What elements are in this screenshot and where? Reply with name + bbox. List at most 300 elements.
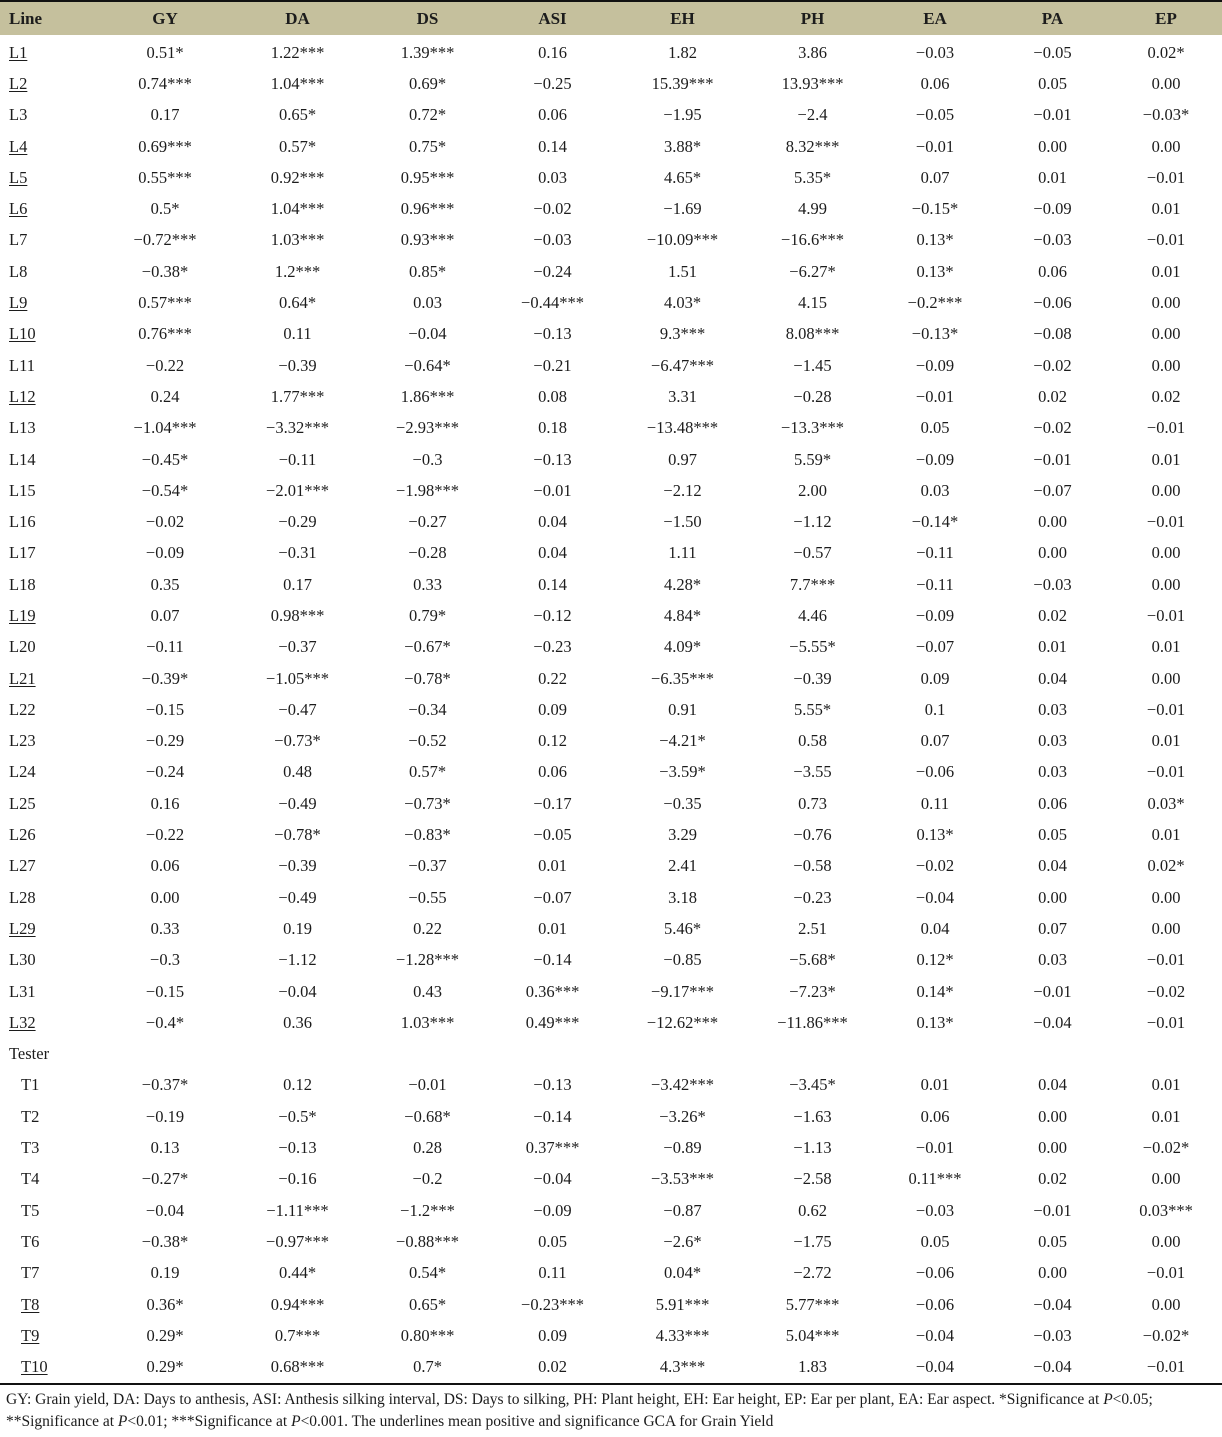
table-row [0, 162, 1222, 193]
row-label: L1 [9, 42, 28, 62]
gca-value-cell: 0.13* [916, 261, 954, 281]
gca-value-cell: −3.45* [789, 1075, 836, 1095]
column-header-eh: EH [615, 1, 750, 36]
gca-value-cell: 0.55*** [138, 167, 192, 187]
gca-value-cell: 3.18 [668, 887, 697, 907]
gca-value-cell: −0.29 [145, 731, 185, 751]
table-row [0, 193, 1222, 224]
gca-value-cell: −0.3 [150, 950, 180, 970]
gca-value-cell: 0.65* [408, 1294, 447, 1314]
table-row [0, 100, 1222, 131]
row-label: L15 [9, 480, 36, 500]
gca-value-cell: −0.67* [404, 637, 451, 657]
row-label: L29 [9, 918, 36, 938]
gca-value-cell: 0.11*** [908, 1169, 962, 1189]
gca-value-cell: 0.58 [798, 731, 827, 751]
gca-value-cell: −0.07 [1033, 480, 1072, 500]
row-label-cell [0, 162, 100, 193]
gca-value-cell: 4.99 [798, 199, 827, 219]
table-row [0, 538, 1222, 569]
row-label-cell [0, 632, 100, 663]
gca-value-cell: −0.21 [533, 355, 572, 375]
gca-value-cell: −0.01 [1146, 1012, 1186, 1032]
gca-value-cell: −1.63 [793, 1106, 832, 1126]
gca-value-cell: 0.29* [146, 1325, 184, 1345]
gca-value-cell: −0.23 [793, 887, 832, 907]
gca-value-cell: 5.77*** [785, 1294, 840, 1314]
gca-value-cell: −0.15* [911, 199, 959, 219]
gca-value-cell: 0.16 [150, 793, 180, 813]
table-row [0, 256, 1222, 287]
gca-value-cell: 0.18 [538, 418, 567, 438]
table-row [0, 726, 1222, 757]
gca-value-cell: 0.69*** [138, 136, 192, 156]
gca-value-cell: 0.04* [663, 1263, 702, 1283]
gca-value-cell: 0.04 [1038, 1075, 1067, 1095]
gca-value-cell: −13.3*** [781, 418, 844, 438]
gca-value-cell: 0.06 [1038, 261, 1067, 281]
row-label: L30 [9, 950, 36, 970]
gca-value-cell: −3.32*** [266, 418, 329, 438]
gca-value-cell: −0.19 [145, 1106, 185, 1126]
gca-value-cell: 0.03*** [1139, 1200, 1193, 1220]
gca-value-cell: 0.64* [278, 293, 317, 313]
gca-value-cell: −1.98*** [396, 480, 459, 500]
gca-value-cell: 15.39*** [651, 73, 714, 93]
gca-value-cell: −0.72*** [133, 230, 197, 250]
gca-value-cell: 1.82 [668, 42, 697, 62]
gca-value-cell: −0.24 [145, 762, 185, 782]
gca-value-cell: 0.04 [920, 918, 950, 938]
gca-value-cell: −0.01 [1146, 699, 1186, 719]
table-row [0, 319, 1222, 350]
gca-value-cell: 2.00 [798, 480, 827, 500]
table-row [0, 819, 1222, 850]
gca-value-cell: −0.11 [278, 449, 317, 469]
row-label-cell [0, 100, 100, 131]
row-label-cell [0, 413, 100, 444]
row-label-cell [0, 1101, 100, 1132]
gca-value-cell: 0.03 [1038, 731, 1067, 751]
gca-value-cell: 0.91 [668, 699, 697, 719]
table-row [0, 287, 1222, 318]
gca-value-cell: 0.02 [1038, 386, 1067, 406]
gca-value-cell: −3.53*** [651, 1169, 714, 1189]
gca-value-cell: −1.69 [663, 199, 702, 219]
gca-value-cell: −0.83* [404, 825, 451, 845]
column-header-pa: PA [995, 1, 1110, 36]
gca-value-cell: −1.95 [663, 105, 702, 125]
gca-value-cell: −0.03 [915, 1200, 955, 1220]
row-label-cell [0, 225, 100, 256]
gca-value-cell: 0.14 [538, 574, 567, 594]
gca-value-cell: −0.44*** [521, 293, 584, 313]
table-row [0, 882, 1222, 913]
column-header-ds: DS [365, 1, 490, 36]
gca-value-cell: 4.65* [663, 167, 702, 187]
gca-value-cell: −0.01 [408, 1075, 447, 1095]
table-header [0, 1, 1222, 36]
gca-value-cell: −0.47 [278, 699, 317, 719]
gca-value-cell: 0.79* [408, 605, 447, 625]
gca-value-cell: −0.02 [1033, 355, 1072, 375]
gca-value-cell: 3.29 [668, 825, 697, 845]
gca-value-cell: 1.03*** [400, 1012, 455, 1032]
gca-value-cell: 0.00 [1151, 293, 1181, 313]
gca-value-cell: 0.05 [1038, 1231, 1067, 1251]
gca-value-cell: −0.04 [915, 1357, 955, 1377]
gca-value-cell: 3.86 [798, 42, 827, 62]
row-label-cell [0, 851, 100, 882]
gca-value-cell: 0.48 [283, 762, 312, 782]
gca-value-cell: −0.38* [141, 1231, 189, 1251]
gca-value-cell: 0.03 [1038, 950, 1067, 970]
gca-value-cell: −3.55 [793, 762, 832, 782]
gca-value-cell: 0.7* [413, 1357, 442, 1377]
row-label: T1 [21, 1075, 40, 1095]
footnote-italic-p: P [1103, 1390, 1113, 1408]
row-label-cell [0, 1195, 100, 1226]
gca-value-cell: 0.13* [916, 1012, 954, 1032]
gca-value-cell: 1.77*** [270, 386, 325, 406]
row-label: L21 [9, 668, 36, 688]
gca-value-cell: 0.00 [1151, 136, 1181, 156]
gca-value-cell: −0.02* [1142, 1138, 1190, 1158]
table-row [0, 1351, 1222, 1383]
gca-value-cell: −0.13* [911, 324, 959, 344]
gca-value-cell: −0.39 [278, 355, 317, 375]
gca-value-cell: 0.94*** [270, 1294, 325, 1314]
gca-value-cell: 0.05 [920, 418, 950, 438]
gca-value-cell: −3.42*** [651, 1075, 714, 1095]
gca-value-cell: 0.69* [408, 73, 447, 93]
gca-value-cell: −2.12 [663, 480, 702, 500]
gca-value-cell: −0.23 [533, 637, 572, 657]
gca-value-cell: 1.83 [798, 1357, 827, 1377]
gca-value-cell: −0.06 [915, 1294, 955, 1314]
row-label-cell [0, 1132, 100, 1163]
gca-value-cell: 4.84* [663, 605, 702, 625]
table-row [0, 350, 1222, 381]
gca-value-cell: −0.01 [1146, 418, 1186, 438]
gca-value-cell: 0.75* [408, 136, 447, 156]
gca-value-cell: 0.29* [146, 1357, 184, 1377]
gca-value-cell: 5.55* [793, 699, 832, 719]
gca-value-cell: −0.05 [533, 825, 572, 845]
gca-value-cell: 0.01 [920, 1075, 950, 1095]
row-label: T6 [21, 1231, 40, 1251]
gca-value-cell: 0.19 [283, 918, 312, 938]
gca-value-cell: 0.00 [1038, 136, 1067, 156]
gca-value-cell: 0.01 [1151, 199, 1181, 219]
gca-value-cell: −0.01 [1033, 1200, 1072, 1220]
gca-value-cell: −2.4 [797, 105, 828, 125]
gca-value-cell: 1.04*** [270, 73, 325, 93]
gca-value-cell: −0.01 [1146, 1263, 1186, 1283]
gca-value-cell: 0.00 [1151, 668, 1181, 688]
table-row [0, 1226, 1222, 1257]
row-label: L5 [9, 167, 28, 187]
row-label-cell [0, 663, 100, 694]
gca-value-cell: −1.28*** [396, 950, 459, 970]
section-label: Tester [9, 1044, 50, 1064]
row-label-cell [0, 444, 100, 475]
row-label-cell [0, 256, 100, 287]
table-row [0, 506, 1222, 537]
gca-value-cell: 0.11 [283, 324, 312, 344]
table-row [0, 68, 1222, 99]
gca-value-cell: 0.92*** [270, 167, 325, 187]
gca-value-cell: −0.73* [404, 793, 451, 813]
gca-value-cell: 0.00 [1151, 1231, 1181, 1251]
column-header-ep: EP [1110, 1, 1222, 36]
gca-value-cell: 0.85* [408, 261, 447, 281]
gca-value-cell: 0.04 [538, 512, 567, 532]
gca-value-cell: 0.65* [278, 105, 317, 125]
table-row [0, 694, 1222, 725]
row-label-cell [0, 726, 100, 757]
gca-value-cell: −0.07 [533, 887, 572, 907]
row-label: L8 [9, 261, 28, 281]
gca-value-cell: 0.22 [538, 668, 567, 688]
gca-value-cell: −0.11 [146, 637, 184, 657]
gca-value-cell: −0.01 [1033, 105, 1072, 125]
gca-value-cell: −2.72 [793, 1263, 832, 1283]
gca-value-cell: 0.11 [920, 793, 950, 813]
row-label: L23 [9, 731, 36, 751]
gca-value-cell: −6.47*** [651, 355, 714, 375]
gca-value-cell: −0.06 [915, 1263, 955, 1283]
gca-value-cell: −0.29 [278, 512, 317, 532]
gca-value-cell: 0.05 [1038, 825, 1067, 845]
gca-value-cell: 0.00 [1151, 324, 1181, 344]
gca-value-cell: −1.12 [793, 512, 832, 532]
table-row [0, 913, 1222, 944]
row-label: L24 [9, 762, 36, 782]
gca-value-cell: −0.13 [533, 449, 572, 469]
gca-value-cell: −0.02 [915, 856, 955, 876]
row-label-cell [0, 976, 100, 1007]
gca-value-cell: 0.12 [283, 1075, 312, 1095]
footnote-text: <0.05; **Significance at [6, 1390, 1153, 1431]
row-label-cell [0, 1320, 100, 1351]
gca-value-cell: −0.4* [145, 1012, 185, 1032]
gca-value-cell: −5.55* [789, 637, 836, 657]
gca-value-cell: 0.07 [920, 167, 950, 187]
gca-value-cell: 13.93*** [781, 73, 844, 93]
gca-value-cell: 0.01 [1151, 825, 1181, 845]
gca-value-cell: 0.02 [1151, 386, 1181, 406]
gca-value-cell: 0.00 [1038, 512, 1067, 532]
gca-value-cell: 0.49*** [525, 1012, 580, 1032]
row-label: L26 [9, 825, 36, 845]
gca-value-cell: 0.73 [798, 793, 827, 813]
row-label-cell [0, 506, 100, 537]
gca-value-cell: −0.85 [663, 950, 702, 970]
gca-value-cell: −0.34 [408, 699, 447, 719]
gca-value-cell: 2.51 [798, 918, 827, 938]
gca-value-cell: 0.16 [538, 42, 567, 62]
gca-value-cell: −0.68* [404, 1106, 451, 1126]
gca-value-cell: −3.26* [659, 1106, 706, 1126]
gca-value-cell: 1.11 [668, 543, 697, 563]
gca-value-cell: −13.48*** [646, 418, 719, 438]
gca-value-cell: 4.3*** [659, 1357, 706, 1377]
gca-value-cell: 0.04 [538, 543, 567, 563]
gca-value-cell: 0.03 [1038, 699, 1067, 719]
gca-value-cell: −0.28 [793, 386, 832, 406]
gca-value-cell: −5.68* [789, 950, 836, 970]
row-label: L13 [9, 418, 36, 438]
gca-value-cell: −0.15 [145, 699, 185, 719]
gca-value-cell: −0.09 [1033, 199, 1072, 219]
gca-value-cell: 0.08 [538, 386, 567, 406]
gca-value-cell: 0.00 [1038, 1263, 1067, 1283]
gca-value-cell: −1.12 [278, 950, 317, 970]
gca-value-cell: −0.01 [533, 480, 572, 500]
row-label-cell [0, 1258, 100, 1289]
table-row [0, 600, 1222, 631]
row-label: L4 [9, 136, 28, 156]
gca-value-cell: −0.03 [533, 230, 572, 250]
header-row [0, 1, 1222, 36]
row-label-cell [0, 287, 100, 318]
gca-value-cell: −0.97*** [266, 1231, 329, 1251]
gca-value-cell: 0.01 [1151, 1075, 1181, 1095]
row-label: T10 [21, 1357, 48, 1377]
gca-value-cell: −6.35*** [651, 668, 714, 688]
gca-value-cell: 0.5* [150, 199, 180, 219]
gca-value-cell: −0.2 [412, 1169, 443, 1189]
row-label-cell [0, 131, 100, 162]
gca-value-cell: −0.37 [408, 856, 447, 876]
gca-value-cell: −0.04 [1033, 1357, 1072, 1377]
table-row [0, 1195, 1222, 1226]
gca-value-cell: 0.03 [1038, 762, 1067, 782]
gca-value-cell: −0.09 [915, 605, 955, 625]
gca-value-cell: 0.17 [150, 105, 180, 125]
gca-value-cell: −0.64* [404, 355, 451, 375]
gca-value-cell: 0.02 [1038, 1169, 1067, 1189]
gca-value-cell: 4.28* [663, 574, 702, 594]
gca-value-cell: −0.01 [1146, 230, 1186, 250]
row-label: L25 [9, 793, 36, 813]
gca-value-cell: −0.11 [916, 543, 954, 563]
row-label: L17 [9, 543, 36, 563]
gca-value-cell: 0.28 [413, 1138, 442, 1158]
gca-value-cell: −0.01 [915, 1138, 955, 1158]
gca-value-cell: 4.46 [798, 605, 827, 625]
gca-value-cell: −0.04 [1033, 1012, 1072, 1032]
gca-value-cell: 0.01 [538, 918, 567, 938]
gca-value-cell: 4.15 [798, 293, 827, 313]
gca-value-cell: 0.62 [798, 1200, 827, 1220]
gca-value-cell: −0.31 [278, 543, 317, 563]
gca-value-cell: 0.02* [1147, 856, 1185, 876]
gca-value-cell: −0.01 [1033, 449, 1072, 469]
gca-value-cell: 0.07 [150, 605, 180, 625]
row-label-cell [0, 788, 100, 819]
gca-value-cell: −10.09*** [646, 230, 719, 250]
gca-value-cell: 5.04*** [785, 1325, 840, 1345]
row-label: L18 [9, 574, 36, 594]
gca-value-cell: 4.09* [663, 637, 702, 657]
row-label-cell [0, 381, 100, 412]
gca-value-cell: −0.57 [793, 543, 832, 563]
gca-value-cell: 0.00 [1151, 355, 1181, 375]
gca-value-cell: −0.06 [915, 762, 955, 782]
gca-value-cell: −0.39* [141, 668, 189, 688]
gca-value-cell: −0.11 [916, 574, 954, 594]
column-header-gy: GY [100, 1, 230, 36]
gca-value-cell: −0.39 [278, 856, 317, 876]
row-label: L9 [9, 293, 28, 313]
gca-value-cell: −0.05 [1033, 42, 1072, 62]
gca-value-cell: −0.37 [278, 637, 317, 657]
gca-value-cell: 0.05 [538, 1231, 567, 1251]
table-row [0, 569, 1222, 600]
gca-value-cell: 0.22 [413, 918, 442, 938]
gca-value-cell: 0.00 [1038, 543, 1067, 563]
gca-value-cell: 0.36 [283, 1012, 312, 1032]
gca-value-cell: 0.12* [916, 950, 954, 970]
gca-value-cell: −1.75 [793, 1231, 832, 1251]
gca-value-cell: 0.03* [1147, 793, 1185, 813]
row-label: T7 [21, 1263, 40, 1283]
gca-value-cell: 5.59* [793, 449, 832, 469]
gca-value-cell: −0.54* [141, 480, 189, 500]
gca-value-cell: −0.09 [533, 1200, 572, 1220]
gca-value-cell: −0.52 [408, 731, 447, 751]
gca-value-cell: 0.54* [408, 1263, 447, 1283]
gca-value-cell: −1.45 [793, 355, 832, 375]
row-label: L22 [9, 699, 36, 719]
table-row [0, 1007, 1222, 1038]
gca-value-cell: 0.00 [1151, 887, 1181, 907]
table-row [0, 757, 1222, 788]
gca-value-cell: 0.13* [916, 230, 954, 250]
row-label-cell [0, 694, 100, 725]
gca-value-cell: 3.31 [668, 386, 697, 406]
gca-value-cell: 4.03* [663, 293, 702, 313]
gca-value-cell: −0.2*** [907, 293, 963, 313]
gca-value-cell: 0.00 [1151, 1294, 1181, 1314]
gca-value-cell: −0.25 [533, 73, 572, 93]
table-row [0, 413, 1222, 444]
gca-value-cell: −0.38* [141, 261, 189, 281]
gca-value-cell: −0.04 [145, 1200, 185, 1220]
gca-value-cell: 0.05 [920, 1231, 950, 1251]
gca-value-cell: 0.02 [538, 1357, 567, 1377]
row-label: L6 [9, 199, 28, 219]
gca-value-cell: −0.01 [1146, 762, 1186, 782]
gca-value-cell: −12.62*** [646, 1012, 719, 1032]
column-header-line: Line [0, 1, 100, 36]
gca-value-cell: 0.03 [413, 293, 442, 313]
gca-value-cell: −0.01 [1146, 1357, 1186, 1377]
gca-value-cell: −0.27 [408, 512, 447, 532]
gca-value-cell: −0.01 [1146, 167, 1186, 187]
gca-value-cell: 0.00 [1151, 574, 1181, 594]
gca-value-cell: 7.7*** [789, 574, 836, 594]
table-row [0, 475, 1222, 506]
row-label-cell [0, 1070, 100, 1101]
gca-value-cell: 1.03*** [270, 230, 325, 250]
row-label: L2 [9, 73, 28, 93]
gca-value-cell: 1.2*** [274, 261, 321, 281]
gca-value-cell: −0.09 [915, 355, 955, 375]
gca-value-cell: 1.86*** [400, 386, 455, 406]
